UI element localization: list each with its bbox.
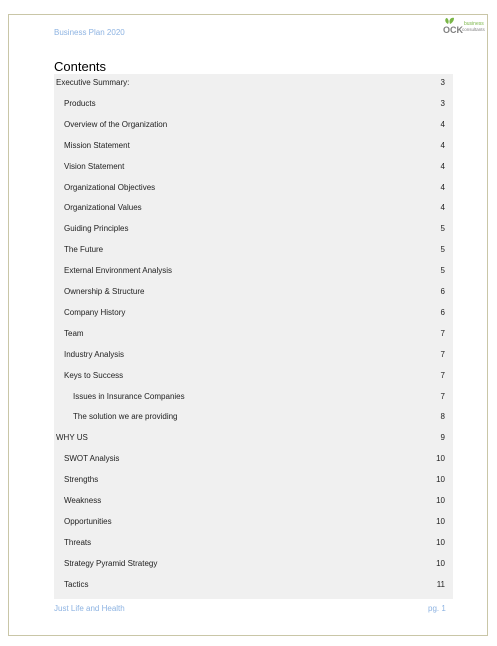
toc-entry[interactable]: [54, 328, 453, 340]
toc-entry-label: Weakness: [64, 496, 102, 505]
toc-entry-label: Company History: [64, 307, 126, 317]
toc-entry-page: 6: [440, 307, 445, 317]
toc-entry-page: 10: [436, 475, 445, 485]
leaf-icon: [445, 18, 454, 24]
toc-entry-label: The Future: [64, 245, 104, 255]
toc-entry[interactable]: [54, 244, 453, 256]
toc-entry-label: Industry Analysis: [64, 349, 125, 359]
toc-entry[interactable]: [54, 370, 453, 382]
toc-entry-label: The solution we are providing: [73, 412, 178, 422]
toc-entry-label: Tactics: [64, 579, 89, 589]
logo-line1: business: [464, 21, 484, 27]
toc-entry-label: Overview of the Organization: [64, 119, 168, 129]
toc-entry-label: Team: [64, 328, 84, 338]
header-title: Business Plan 2020: [54, 28, 125, 37]
toc-entry-label: SWOT Analysis: [64, 454, 120, 464]
toc-entry-page: 10: [436, 516, 445, 526]
toc-entry[interactable]: [54, 119, 453, 131]
toc-entry-label: Executive Summary:: [56, 78, 130, 87]
toc-entry-label: Products: [64, 98, 96, 108]
toc-entry-label: Keys to Success: [64, 370, 124, 380]
toc-entry[interactable]: [54, 391, 453, 403]
page-title: Contents: [54, 59, 107, 74]
toc-entry-page: 11: [436, 579, 445, 589]
toc-entry[interactable]: [54, 77, 453, 89]
toc-entry-page: 5: [440, 245, 445, 255]
toc-entry-page: 4: [440, 140, 445, 150]
toc-entry-page: 10: [436, 496, 445, 505]
toc-entry-page: 10: [436, 558, 445, 568]
toc-entry-page: 7: [440, 370, 445, 380]
company-logo: [442, 16, 488, 38]
toc-entry-page: 5: [440, 224, 445, 234]
toc-entry[interactable]: [54, 161, 453, 173]
toc-entry-page: 7: [440, 328, 445, 338]
toc-entry-label: Opportunities: [64, 516, 112, 526]
toc-entry[interactable]: [54, 223, 453, 235]
toc-entry-page: 7: [440, 391, 445, 401]
toc-entry[interactable]: [54, 98, 453, 110]
toc-entry[interactable]: [54, 579, 453, 591]
toc-entry-page: 10: [436, 454, 445, 464]
toc-entry[interactable]: [54, 202, 453, 214]
toc-entry-page: 4: [440, 203, 445, 213]
toc-entry-label: Strategy Pyramid Strategy: [64, 558, 158, 568]
toc-entry[interactable]: [54, 140, 453, 152]
toc-entry-page: 9: [440, 433, 445, 443]
toc-entry[interactable]: [54, 182, 453, 194]
toc-entry-page: 4: [440, 182, 445, 192]
toc-entry-label: Organizational Objectives: [64, 182, 156, 192]
toc-entry[interactable]: [54, 453, 453, 465]
toc-entry-page: 10: [436, 537, 445, 547]
toc-entry[interactable]: [54, 558, 453, 570]
toc-entry[interactable]: [54, 265, 453, 277]
toc-entry-page: 4: [440, 161, 445, 171]
toc-entry[interactable]: [54, 286, 453, 298]
toc-entry-label: Threats: [64, 537, 92, 547]
toc-entry-label: Issues in Insurance Companies: [73, 391, 185, 401]
toc-entry-label: Vision Statement: [64, 161, 125, 171]
toc-entry-label: WHY US: [56, 433, 88, 443]
toc-entry[interactable]: [54, 537, 453, 549]
toc-entry[interactable]: [54, 495, 453, 507]
toc-entry[interactable]: [54, 474, 453, 486]
toc-entry-page: 3: [440, 98, 445, 108]
logo-line2: consultants: [462, 27, 485, 32]
toc-entry-label: Mission Statement: [64, 140, 130, 150]
toc-entry[interactable]: [54, 411, 453, 423]
toc-entry[interactable]: [54, 307, 453, 319]
toc-entry-label: External Environment Analysis: [64, 266, 173, 276]
toc-entry-page: 6: [440, 287, 445, 296]
toc-entry-page: 4: [440, 119, 445, 129]
toc-entry-label: Ownership & Structure: [64, 287, 145, 296]
toc-entry-page: 7: [440, 349, 445, 359]
toc-entry[interactable]: [54, 516, 453, 528]
toc-entry-label: Organizational Values: [64, 203, 142, 213]
toc-entry[interactable]: [54, 349, 453, 361]
table-of-contents: [54, 74, 453, 599]
toc-entry-page: 3: [440, 78, 445, 87]
toc-entry-label: Strengths: [64, 475, 99, 485]
toc-entry-page: 8: [440, 412, 445, 422]
logo-mark: OCK: [443, 25, 463, 35]
toc-entry[interactable]: [54, 432, 453, 444]
toc-entry-label: Guiding Principles: [64, 224, 129, 234]
toc-entry-page: 5: [440, 266, 445, 276]
footer-company: Just Life and Health: [54, 604, 125, 613]
footer-page-number: pg. 1: [428, 604, 446, 613]
